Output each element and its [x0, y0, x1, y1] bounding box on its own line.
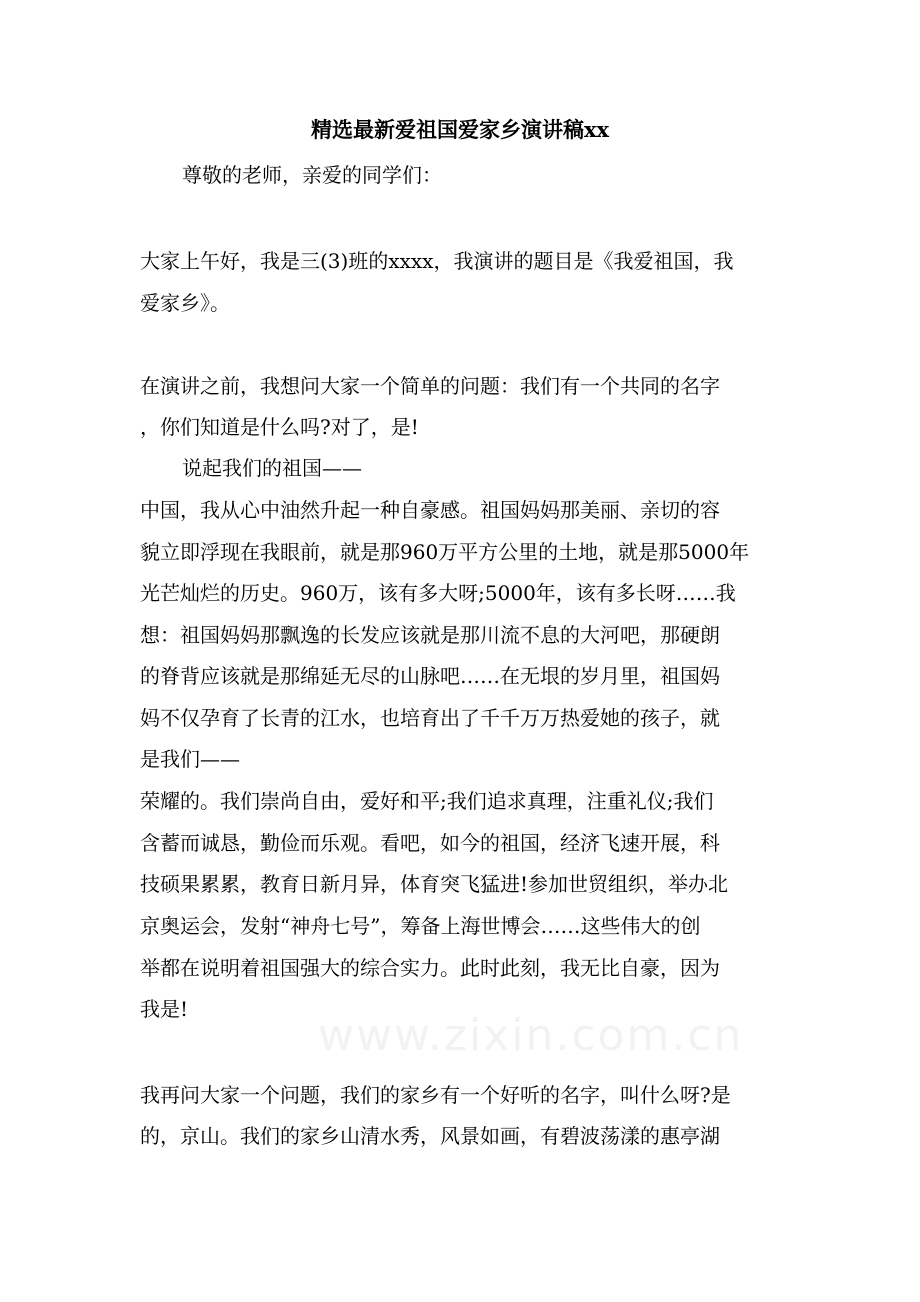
paragraph-line: 技硕果累累，教育日新月异，体育突飞猛进!参加世贸组织，举办北: [140, 872, 729, 896]
salutation: 尊敬的老师，亲爱的同学们：: [182, 163, 442, 187]
paragraph-line: 荣耀的。我们崇尚自由，爱好和平;我们追求真理，注重礼仪;我们: [140, 789, 714, 813]
paragraph-line: 的，京山。我们的家乡山清水秀，风景如画，有碧波荡漾的惠亭湖: [140, 1124, 720, 1148]
paragraph-line: 举都在说明着祖国强大的综合实力。此时此刻，我无比自豪，因为: [140, 956, 720, 980]
paragraph-line: 我是!: [140, 997, 189, 1021]
watermark: www.zixin.com.cn: [318, 1010, 744, 1061]
paragraph-line: 妈不仅孕育了长青的江水，也培育出了千千万万热爱她的孩子，就: [140, 706, 720, 730]
paragraph-line: 光芒灿烂的历史。960万，该有多大呀;5000年，该有多长呀……我: [140, 581, 736, 605]
paragraph-line: 貌立即浮现在我眼前，就是那960万平方公里的土地，就是那5000年: [140, 540, 750, 564]
paragraph-line: 京奥运会，发射“神舟七号”，筹备上海世博会……这些伟大的创: [140, 914, 701, 938]
paragraph-line: 含蓄而诚恳，勤俭而乐观。看吧，如今的祖国，经济飞速开展，科: [140, 831, 720, 855]
paragraph-line: 我再问大家一个问题，我们的家乡有一个好听的名字，叫什么呀?是: [140, 1083, 731, 1107]
paragraph-line: 是我们——: [140, 747, 240, 771]
paragraph-line: 的脊背应该就是那绵延无尽的山脉吧……在无垠的岁月里，祖国妈: [140, 664, 720, 688]
paragraph-line: 大家上午好，我是三(3)班的xxxx，我演讲的题目是《我爱祖国，我: [140, 249, 734, 273]
paragraph-line: 中国，我从心中油然升起一种自豪感。祖国妈妈那美丽、亲切的容: [140, 498, 720, 522]
paragraph-line: 说起我们的祖国——: [182, 456, 362, 480]
paragraph-line: 爱家乡》。: [140, 291, 230, 315]
document-title: 精选最新爱祖国爱家乡演讲稿xx: [310, 117, 610, 142]
paragraph-line: 想：祖国妈妈那飘逸的长发应该就是那川流不息的大河吧，那硬朗: [140, 623, 720, 647]
paragraph-line: ，你们知道是什么吗?对了，是!: [140, 415, 419, 439]
paragraph-line: 在演讲之前，我想问大家一个简单的问题：我们有一个共同的名字: [140, 374, 720, 398]
